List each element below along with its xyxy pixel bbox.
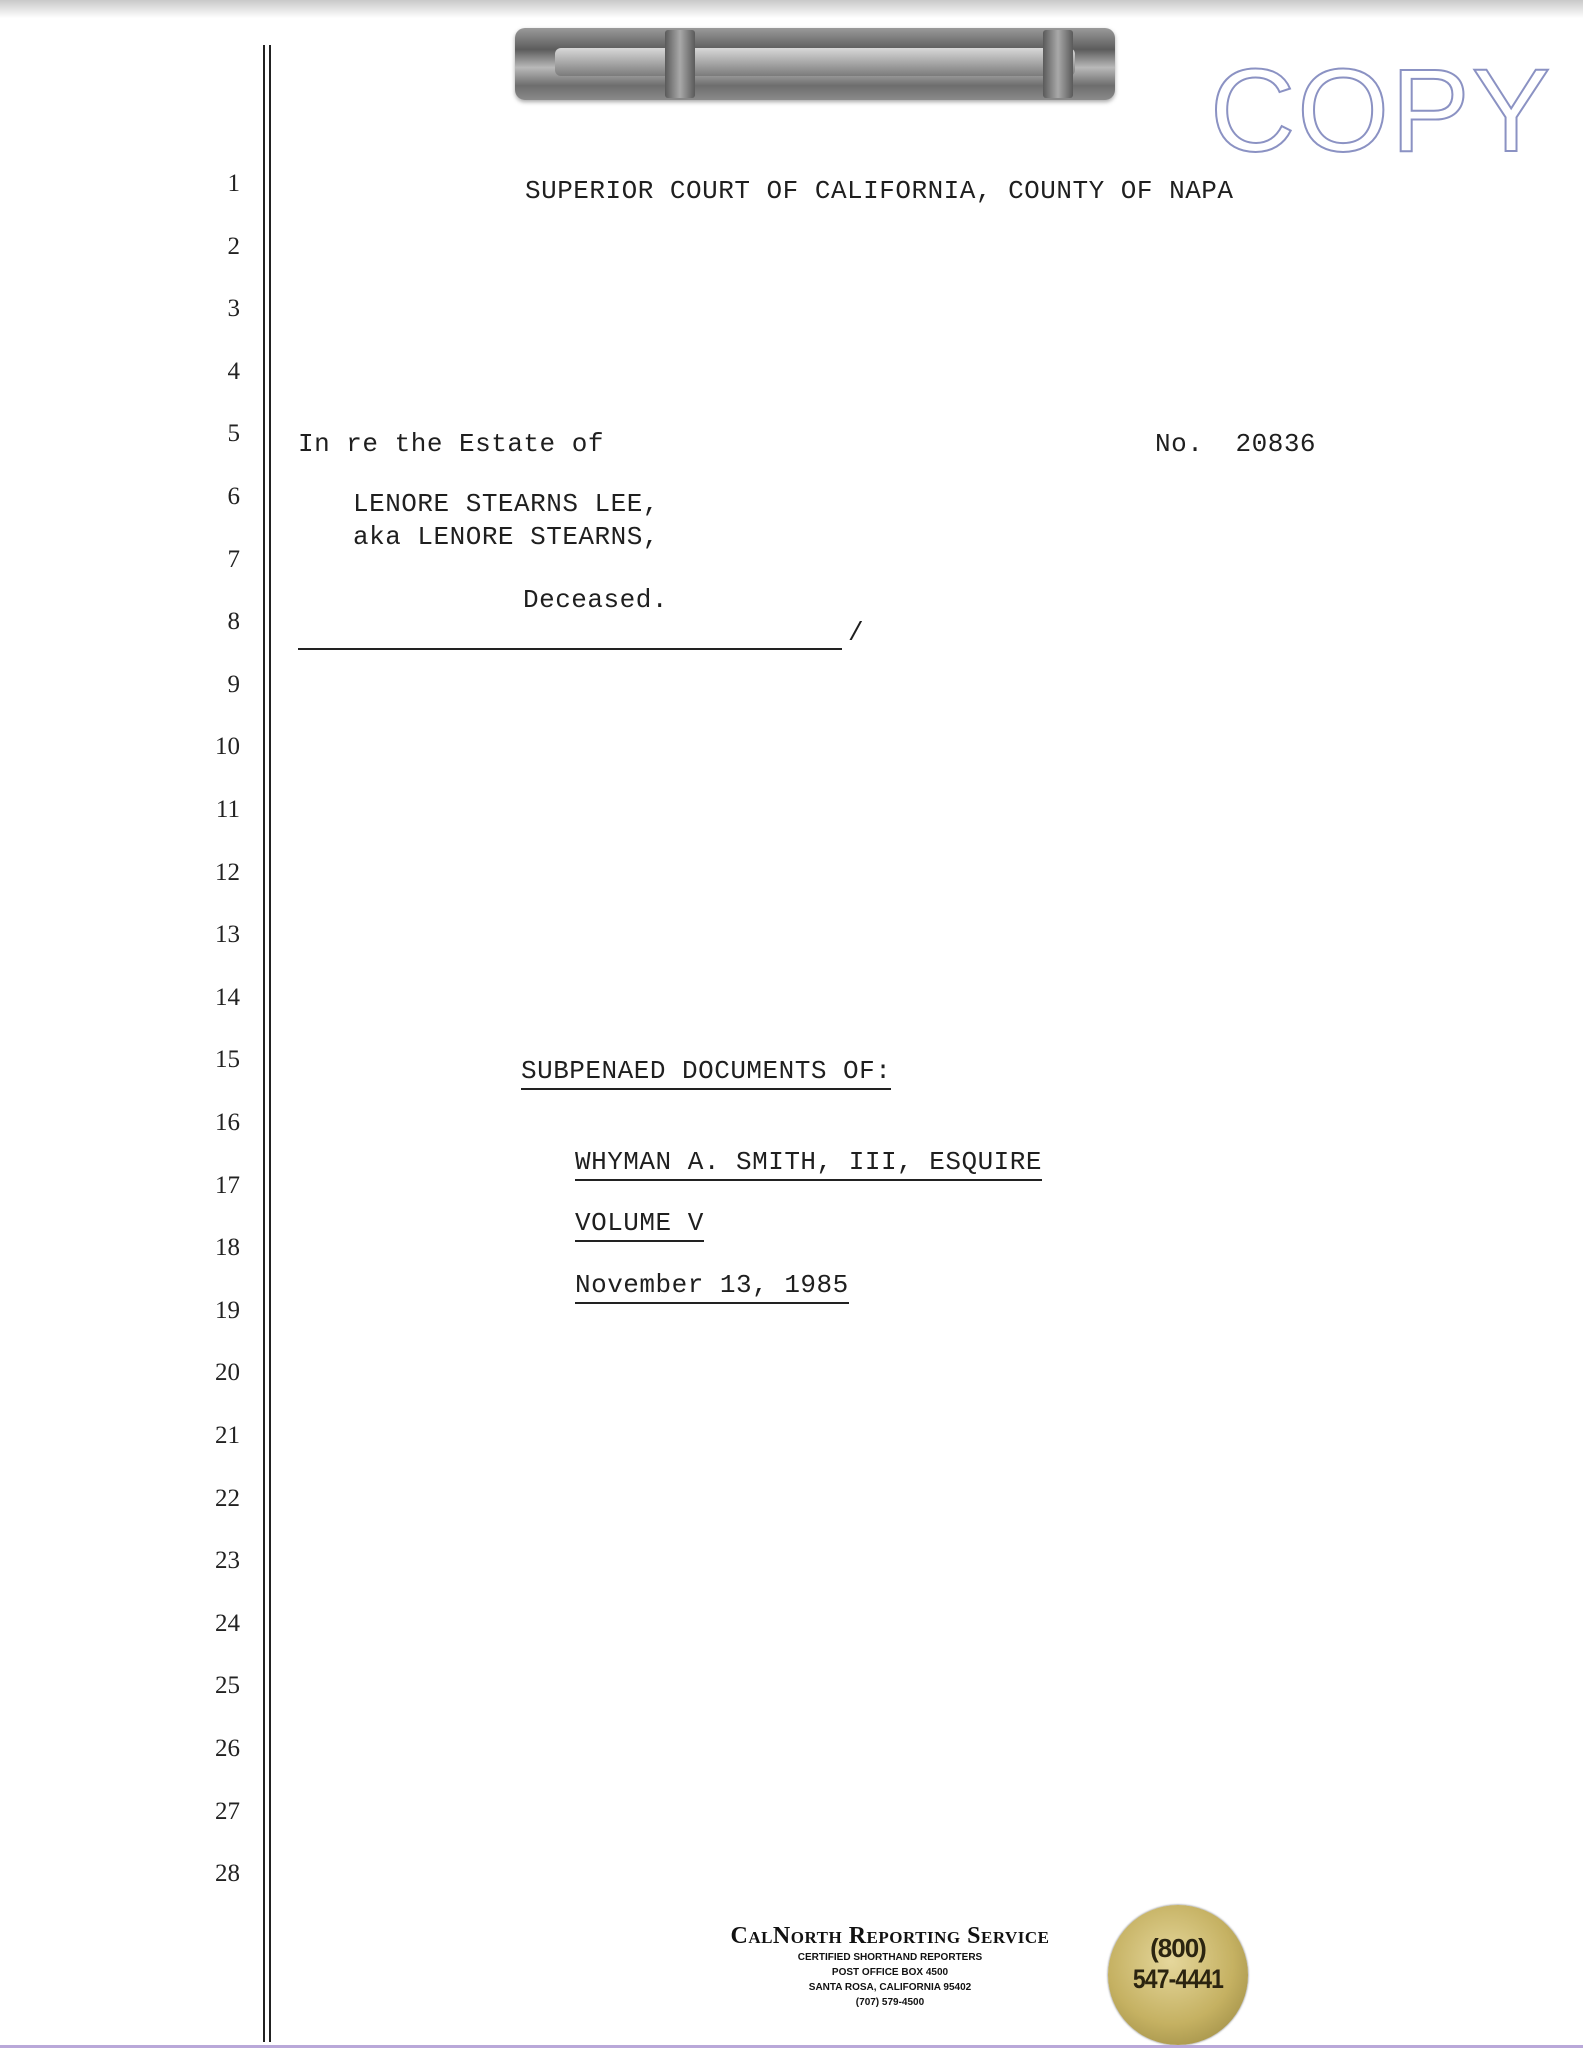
line-number: 12 (215, 858, 240, 886)
line-number: 18 (215, 1234, 240, 1262)
line-number: 19 (215, 1296, 240, 1324)
line-number: 2 (227, 232, 240, 260)
in-re-label: In re the Estate of (298, 429, 604, 459)
line-number: 9 (227, 670, 240, 698)
line-number: 28 (215, 1860, 240, 1888)
margin-rule (263, 45, 265, 2042)
decedent-aka: aka LENORE STEARNS, (353, 522, 659, 552)
line-number: 20 (215, 1359, 240, 1387)
line-number: 7 (227, 545, 240, 573)
reporter-company: CalNorth Reporting Service (730, 1923, 1050, 1949)
reporter-footer (700, 1923, 1080, 2010)
phone-seal (1108, 1905, 1248, 2045)
line-number: 14 (215, 983, 240, 1011)
line-number: 4 (227, 357, 240, 385)
decedent-name: LENORE STEARNS LEE, (353, 489, 659, 519)
line-number: 22 (215, 1484, 240, 1512)
volume-label: VOLUME V (575, 1208, 704, 1242)
line-number: 11 (215, 796, 240, 823)
line-number: 17 (215, 1171, 240, 1199)
caption-slash: / (848, 618, 864, 648)
line-number: 23 (215, 1547, 240, 1575)
line-number: 26 (215, 1735, 240, 1762)
line-number: 21 (215, 1422, 240, 1449)
line-number: 3 (227, 295, 240, 323)
line-number: 10 (215, 733, 240, 761)
reporter-line: (707) 579-4500 (855, 1997, 925, 2008)
court-title: SUPERIOR COURT OF CALIFORNIA, COUNTY OF NAPA (525, 176, 1234, 206)
clip-band (665, 30, 695, 98)
copy-stamp: COPY (1210, 45, 1553, 177)
line-number: 8 (227, 608, 240, 636)
line-number: 25 (215, 1672, 240, 1700)
line-number: 15 (215, 1046, 240, 1074)
reporter-line: POST OFFICE BOX 4500 (831, 1967, 949, 1978)
document-date: November 13, 1985 (575, 1270, 849, 1304)
margin-rule (269, 45, 271, 2042)
seal-line: 547-4441 (1132, 1964, 1224, 1994)
line-number: 13 (215, 921, 240, 949)
reporter-line: CERTIFIED SHORTHAND REPORTERS (797, 1952, 983, 1963)
deceased-label: Deceased. (523, 585, 668, 615)
clip-band (1043, 30, 1073, 98)
documents-heading: SUBPENAED DOCUMENTS OF: (521, 1056, 891, 1090)
binder-clip (515, 28, 1115, 100)
line-number: 1 (227, 170, 240, 197)
scan-edge (0, 0, 1583, 18)
line-number: 6 (227, 483, 240, 510)
line-number: 5 (227, 420, 240, 448)
caption-line (298, 648, 842, 650)
seal-line: (800) (1150, 1933, 1206, 1963)
line-number: 24 (215, 1609, 240, 1637)
case-number: No. 20836 (1155, 429, 1317, 459)
line-number: 16 (215, 1109, 240, 1136)
line-number: 27 (215, 1797, 240, 1825)
documents-of-name: WHYMAN A. SMITH, III, ESQUIRE (575, 1147, 1042, 1181)
reporter-line: SANTA ROSA, CALIFORNIA 95402 (808, 1982, 972, 1993)
